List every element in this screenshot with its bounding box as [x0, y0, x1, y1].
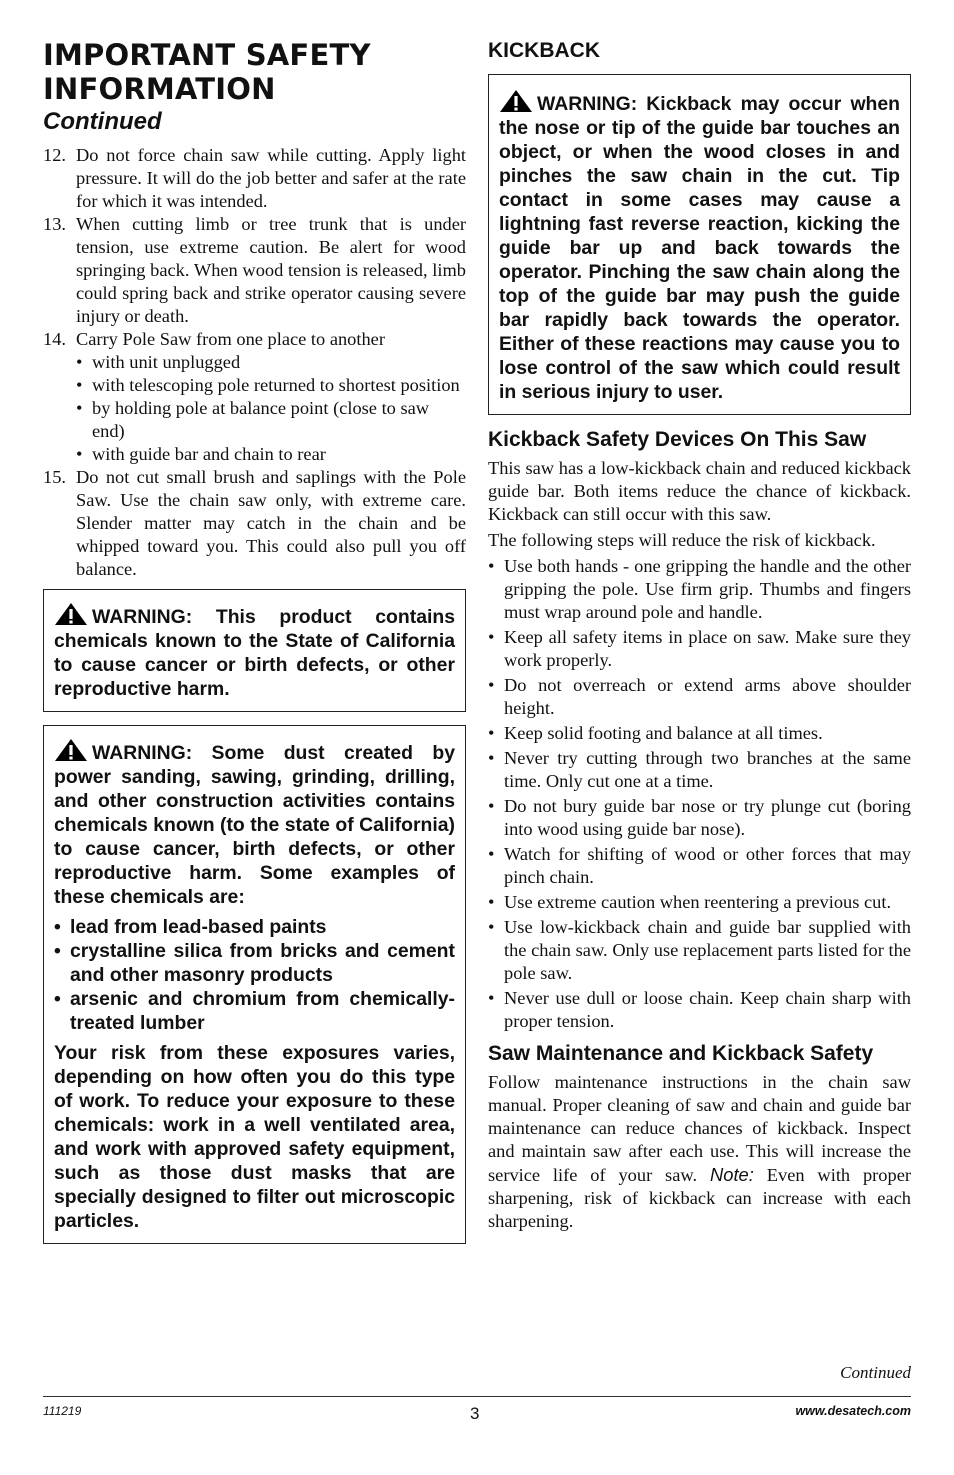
- item-text: Do not cut small brush and saplings with the Pole Saw. Use the chain saw only, with extreme care. Slender matter may catch in the chain and be whipped toward you. This could also pull you off balance.: [76, 467, 466, 579]
- right-column: [488, 38, 911, 1236]
- bullet-item: • with unit unplugged: [76, 351, 466, 374]
- maintenance-paragraph: [488, 1071, 911, 1233]
- list-item: [43, 328, 466, 351]
- document-code: 111219: [43, 1404, 82, 1418]
- title-line-1: IMPORTANT SAFETY: [43, 38, 371, 72]
- note-label: Note:: [709, 1164, 754, 1185]
- bullet-item: • Use both hands - one gripping the handle and the other gripping the pole. Use firm grip. Thumbs and fingers must wrap around pole and handle.: [488, 555, 911, 624]
- page-number: 3: [470, 1404, 480, 1423]
- kickback-heading: KICKBACK: [488, 39, 600, 62]
- title-line-2: INFORMATION: [43, 72, 276, 106]
- bullet-item: • Use low-kickback chain and guide bar supplied with the chain saw. Only use replacement parts listed for the pole saw.: [488, 916, 911, 985]
- bullet-item: • by holding pole at balance point (close to saw end): [76, 397, 466, 443]
- bullet-item: • Do not bury guide bar nose or try plunge cut (boring into wood using guide bar nose).: [488, 795, 911, 841]
- devices-section: [488, 457, 911, 1033]
- prop65-warning-box: [43, 589, 466, 712]
- safety-numbered-list: [43, 144, 466, 351]
- exposure-advice-text: Your risk from these exposures varies, depending on how often you do this type of work. To reduce your exposure to these chemicals: work in a well ventilated area, and work with approved safety equipment, such as those dust masks that are specially designed to filter out microscopic particles.: [54, 1042, 455, 1232]
- chemical-examples-list: [54, 915, 455, 1035]
- item-number: 12.: [43, 145, 66, 165]
- item-text: When cutting limb or tree trunk that is under tension, use extreme caution. Be alert for wood springing back. When wood tension is released, limb could spring back and strike operator causing severe injury or death.: [76, 214, 466, 326]
- list-item: [43, 213, 466, 328]
- bullet-item: • Do not overreach or extend arms above shoulder height.: [488, 674, 911, 720]
- warning-triangle-icon: [54, 602, 88, 626]
- warning-triangle-icon: [499, 89, 533, 113]
- devices-paragraph-2: The following steps will reduce the risk of kickback.: [488, 530, 876, 550]
- warning-text: WARNING: Kickback may occur when the nose or tip of the guide bar touches an object, or when the wood closes in and pinches the saw chain in the cut. Tip contact in some cases may cause a lightning fast reverse reaction, kicking the guide bar up and back towards the operator. Pinching the saw chain along the top of the guide bar may push the guide bar rapidly back towards the operator. Either of these reactions may cause you to lose control of the saw which could result in serious injury to user.: [499, 93, 900, 403]
- list-item: [43, 144, 466, 213]
- bullet-item: • Never try cutting through two branches at the same time. Only cut one at a time.: [488, 747, 911, 793]
- left-column: [43, 38, 466, 1244]
- item-text: Carry Pole Saw from one place to another: [76, 329, 385, 349]
- warning-text: WARNING: Some dust created by power sanding, sawing, grinding, drilling, and other construction activities contains chemicals known (to the state of California) to cause cancer, birth defects, or other reproductive harm. Some examples of these chemicals are:: [54, 742, 455, 908]
- carry-bullet-list: [43, 351, 466, 466]
- bullet-item: • arsenic and chromium from chemically-treated lumber: [54, 987, 455, 1035]
- dust-warning-box: [43, 725, 466, 1244]
- kickback-steps-list: [488, 555, 911, 1033]
- item-number: 14.: [43, 329, 66, 349]
- kickback-warning-box: [488, 74, 911, 415]
- maintenance-text: Follow maintenance instructions in the chain saw manual. Proper cleaning of saw and chain and guide bar maintenance can reduce chances of kickback. Inspect and maintain saw after each use. This will increase the service life of your saw.: [488, 1072, 911, 1185]
- warning-triangle-icon: [54, 738, 88, 762]
- item-text: Do not force chain saw while cutting. Apply light pressure. It will do the job better and safer at the rate for which it was intended.: [76, 145, 466, 211]
- item-number: 15.: [43, 467, 66, 487]
- page-subtitle: Continued: [43, 108, 162, 135]
- safety-numbered-list-cont: [43, 466, 466, 581]
- bullet-item: • Keep solid footing and balance at all times.: [488, 722, 911, 745]
- bullet-item: • crystalline silica from bricks and cement and other masonry products: [54, 939, 455, 987]
- devices-heading: Kickback Safety Devices On This Saw: [488, 428, 867, 451]
- bullet-item: • with telescoping pole returned to shortest position: [76, 374, 466, 397]
- devices-paragraph-1: This saw has a low-kickback chain and reduced kickback guide bar. Both items reduce the chance of kickback. Kickback can still occur with this saw.: [488, 458, 911, 524]
- bullet-item: • Watch for shifting of wood or other forces that may pinch chain.: [488, 843, 911, 889]
- continued-label: Continued: [840, 1363, 911, 1382]
- note-text: Even with proper sharpening, risk of kickback can increase with each sharpening.: [488, 1165, 911, 1231]
- website-url: www.desatech.com: [795, 1404, 911, 1418]
- list-item: [43, 466, 466, 581]
- bullet-item: • Never use dull or loose chain. Keep chain sharp with proper tension.: [488, 987, 911, 1033]
- footer-divider: [43, 1396, 911, 1397]
- warning-text: WARNING: This product contains chemicals known to the State of California to cause cancer or birth defects, or other reproductive harm.: [54, 606, 455, 700]
- item-number: 13.: [43, 214, 66, 234]
- bullet-item: • Use extreme caution when reentering a previous cut.: [488, 891, 911, 914]
- bullet-item: • lead from lead-based paints: [54, 915, 455, 939]
- bullet-item: • Keep all safety items in place on saw. Make sure they work properly.: [488, 626, 911, 672]
- bullet-item: • with guide bar and chain to rear: [76, 443, 466, 466]
- maintenance-heading: Saw Maintenance and Kickback Safety: [488, 1042, 874, 1065]
- page-title: [43, 38, 466, 106]
